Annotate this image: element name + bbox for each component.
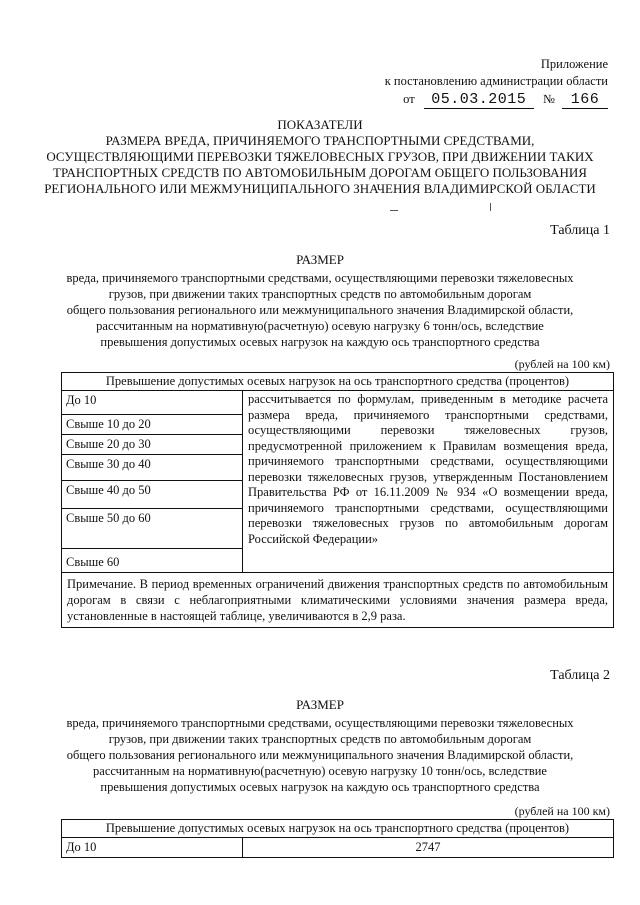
decree-date-line [403,91,608,109]
table2-row-range: До 10 [62,838,243,858]
table2-caption-line: вреда, причиняемого транспортными средствами, осуществляющими перевозки тяжеловесных [66,716,574,730]
table1-caption-line: вреда, причиняемого транспортными средствами, осуществляющими перевозки тяжеловесных [66,271,574,285]
table1-row-range: Свыше 60 [62,549,243,573]
title-word: ПОКАЗАТЕЛИ [277,117,363,132]
appendix-header [385,56,608,90]
table2-caption-line: общего пользования регионального или межмуниципального значения Владимирской области, [66,748,574,762]
table1-column-header: Превышение допустимых осевых нагрузок на ось транспортного средства (процентов) [62,373,614,391]
title-text: РАЗМЕРА ВРЕДА, ПРИЧИНЯЕМОГО ТРАНСПОРТНЫМИ СРЕДСТВАМИ, ОСУЩЕСТВЛЯЮЩИМИ ПЕРЕВОЗКИ ТЯЖЕЛОВЕСНЫХ ГРУЗОВ, ПРИ ДВИЖЕНИИ ТАКИХ ТРАНСПОРТНЫХ СРЕДСТВ ПО АВТОМОБИЛЬНЫМ ДОРОГАМ ОБЩЕГО ПОЛЬЗОВАНИЯ РЕГИОНАЛЬНОГО ИЛИ МЕЖМУНИЦИПАЛЬНОГО ЗНАЧЕНИЯ ВЛАДИМИРСКОЙ ОБЛАСТИ [44,133,596,196]
number-sign: № [542,92,555,106]
table1-row-range: Свыше 40 до 50 [62,481,243,509]
table2-row-value: 2747 [243,838,614,858]
decree-date: 05.03.2015 [424,91,534,109]
document-title [40,117,600,197]
table1-row-range: До 10 [62,391,243,415]
table1 [61,372,614,628]
table2 [61,819,614,858]
scan-mark [490,203,491,211]
table-row [62,838,614,858]
table1-row-range: Свыше 20 до 30 [62,435,243,455]
table1-caption-line: грузов, при движении таких транспортных средств по автомобильным дорогам [108,287,532,301]
table1-caption-line: рассчитанным на нормативную(расчетную) осевую нагрузку 6 тонн/ось, вследствие [96,319,544,333]
from-word: от [403,92,415,106]
table2-column-header: Превышение допустимых осевых нагрузок на ось транспортного средства (процентов) [62,820,614,838]
table2-caption-line: превышения допустимых осевых нагрузок на каждую ось транспортного средства [100,780,540,794]
table1-caption-line: превышения допустимых осевых нагрузок на каждую ось транспортного средства [100,335,540,349]
decree-reference: к постановлению администрации области [384,74,608,88]
table2-heading: РАЗМЕР [296,697,344,712]
table1-heading: РАЗМЕР [296,252,344,267]
table1-merged-value: рассчитывается по формулам, приведенным в методике расчета размера вреда, причиняемого транспортными средствами, осуществляющими перевозки тяжеловесных грузов, предусмотренной приложением к Правилам возмещения вреда, причиняемого транспортными средствами, осуществляющими перевозки тяжеловесных грузов, утвержденным Постановлением Правительства РФ от 16.11.2009 № 934 «О возмещении вреда, причиняемого транспортными средствами, осуществляющими перевозки тяжеловесных грузов по автомобильным дорогам Российской Федерации» [243,391,614,573]
appendix-word: Приложение [540,57,608,71]
table1-note: Примечание. В период временных ограничений движения транспортных средств по автомобильным дорогам в связи с неблагоприятными климатическими условиями значения размера вреда, установленные в настоящей таблице, увеличиваются в 2,9 раза. [62,573,614,628]
table1-caption-line: общего пользования регионального или межмуниципального значения Владимирской области, [66,303,574,317]
table1-row-range: Свыше 10 до 20 [62,415,243,435]
table2-caption-line: рассчитанным на нормативную(расчетную) осевую нагрузку 10 тонн/ось, вследствие [93,764,547,778]
table2-caption-line: грузов, при движении таких транспортных средств по автомобильным дорогам [108,732,532,746]
table2-units: (рублей на 100 км) [514,804,610,818]
decree-number: 166 [562,91,608,109]
table2-label: Таблица 2 [550,668,610,683]
scan-mark [390,210,398,211]
table1-row-range: Свыше 50 до 60 [62,509,243,549]
table1-row-range: Свыше 30 до 40 [62,455,243,481]
table2-caption [40,697,600,795]
table1-units: (рублей на 100 км) [514,357,610,371]
table1-caption [40,252,600,350]
table1-label: Таблица 1 [550,223,610,238]
